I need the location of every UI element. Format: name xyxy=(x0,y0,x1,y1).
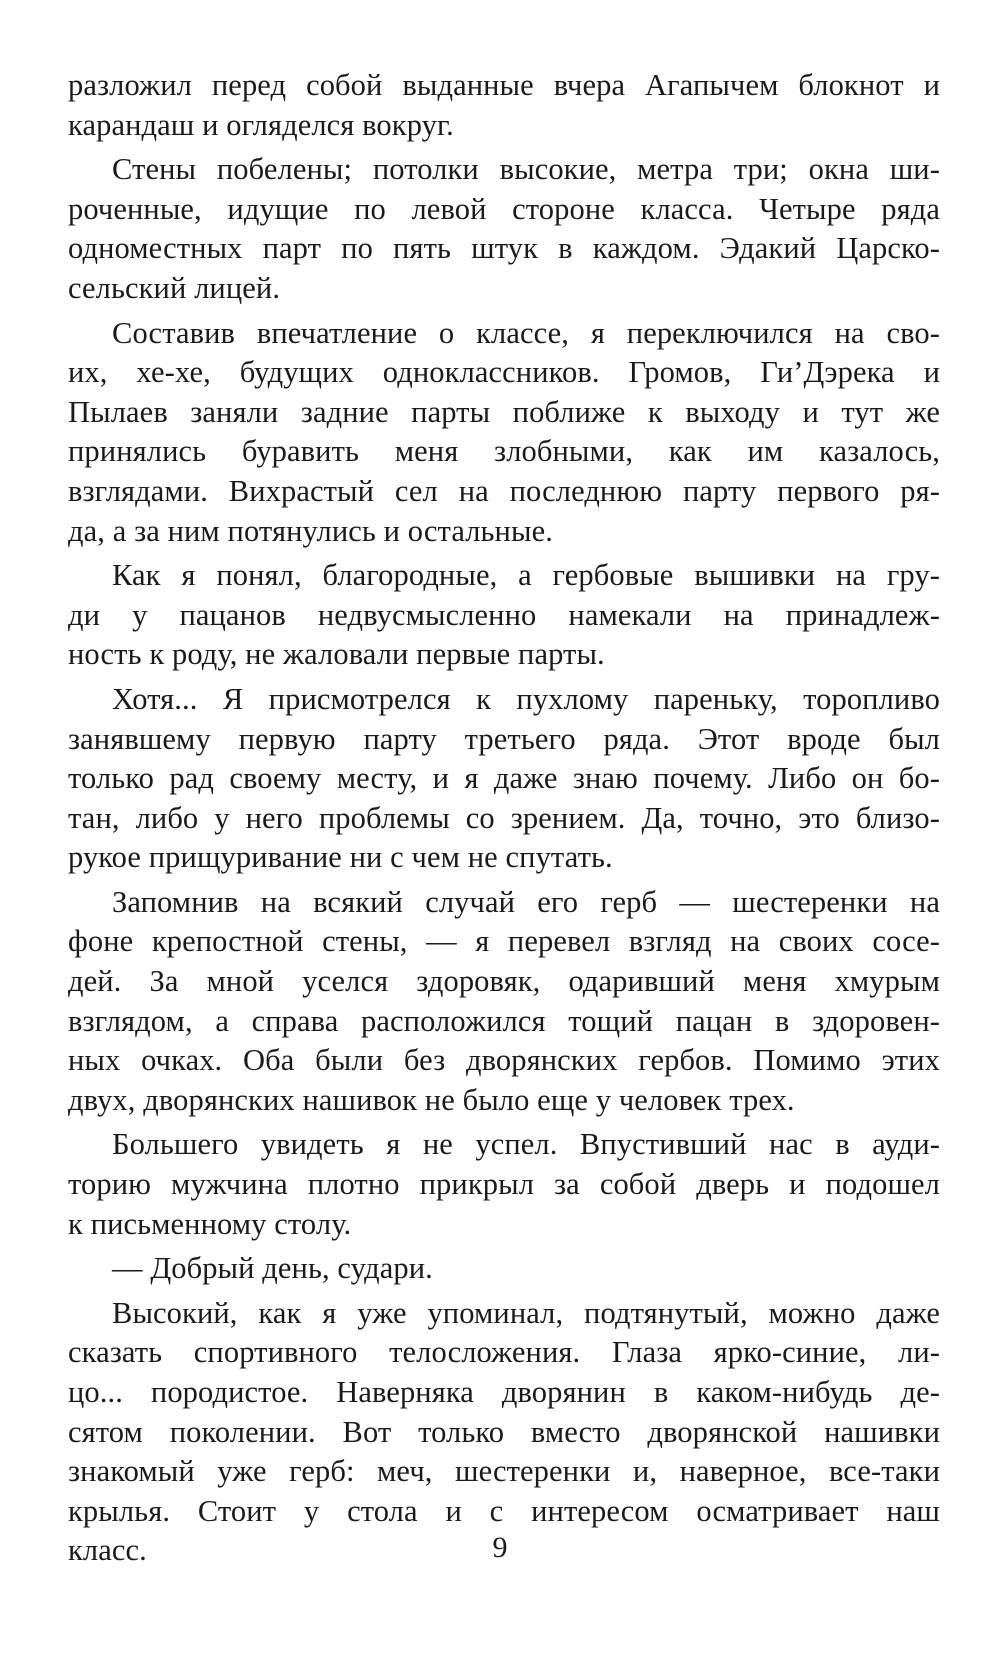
text-line: занявшему первую парту третьего ряда. Этот вроде был xyxy=(68,721,940,756)
text-line: взглядами. Вихрастый сел на последнюю парту первого ря- xyxy=(68,473,940,508)
text-line: Большего увидеть я не успел. Впустивший нас в ауди- xyxy=(112,1127,940,1162)
text-line: ность к роду, не жаловали первые парты. xyxy=(68,637,605,672)
text-line: да, а за ним потянулись и остальные. xyxy=(68,513,553,548)
paragraph xyxy=(68,314,940,552)
text-line: фоне крепостной стены, — я перевел взгляд на своих сосе- xyxy=(68,924,940,959)
text-line: взглядом, а справа расположился тощий пацан в здоровен- xyxy=(68,1003,940,1038)
text-line: торию мужчина плотно прикрыл за собой дверь и подошел xyxy=(68,1167,940,1202)
text-line: знакомый уже герб: меч, шестеренки и, наверное, все-таки xyxy=(68,1454,940,1489)
text-line: карандаш и огляделся вокруг. xyxy=(68,107,454,142)
paragraph xyxy=(68,1249,940,1289)
text-line: их, хе-хе, будущих одноклассников. Громов, Ги’Дэрека и xyxy=(68,355,940,390)
page-number: 9 xyxy=(492,1531,508,1564)
text-line: сельский лицей. xyxy=(68,270,281,305)
text-line: одноместных парт по пять штук в каждом. Эдакий Царско- xyxy=(68,231,940,266)
paragraph xyxy=(68,66,940,145)
text-line: Стены побелены; потолки высокие, метра три; окна ши- xyxy=(112,152,940,187)
text-line: двух, дворянских нашивок не было еще у человек трех. xyxy=(68,1082,795,1117)
text-line: Составив впечатление о классе, я переключился на сво- xyxy=(112,315,940,350)
paragraph xyxy=(68,556,940,675)
text-line: роченные, идущие по левой стороне класса. Четыре ряда xyxy=(68,191,940,226)
text-line: класс. xyxy=(68,1533,147,1568)
text-line: Высокий, как я уже упоминал, подтянутый, можно даже xyxy=(112,1295,940,1330)
text-line: тан, либо у него проблемы со зрением. Да, точно, это близо- xyxy=(68,800,940,835)
text-line: Хотя... Я присмотрелся к пухлому пареньку, торопливо xyxy=(112,681,940,716)
text-line: только рад своему месту, и я даже знаю почему. Либо он бо- xyxy=(68,761,940,796)
text-line: — Добрый день, судари. xyxy=(112,1251,433,1286)
text-line: Как я понял, благородные, а гербовые вышивки на гру- xyxy=(112,558,940,593)
paragraph xyxy=(68,1125,940,1244)
text-line: сятом поколении. Вот только вместо дворянской нашивки xyxy=(68,1414,940,1449)
paragraph xyxy=(68,883,940,1121)
paragraph xyxy=(68,150,940,308)
text-line: к письменному столу. xyxy=(68,1206,352,1241)
text-line: цо... породистое. Наверняка дворянин в каком-нибудь де- xyxy=(68,1375,940,1409)
text-line: рукое прищуривание ни с чем не спутать. xyxy=(68,840,613,875)
book-page-text xyxy=(68,66,940,1571)
paragraph xyxy=(68,680,940,878)
text-line: разложил перед собой выданные вчера Агапычем блокнот и xyxy=(68,68,940,102)
text-line: Пылаев заняли задние парты поближе к выходу и тут же xyxy=(68,394,940,429)
text-line: крылья. Стоит у стола и с интересом осматривает наш xyxy=(68,1493,940,1528)
text-line: Запомнив на всякий случай его герб — шестеренки на xyxy=(112,884,940,919)
text-line: принялись буравить меня злобными, как им казалось, xyxy=(68,434,940,469)
text-line: ди у пацанов недвусмысленно намекали на принадлеж- xyxy=(68,597,940,632)
text-line: дей. За мной уселся здоровяк, одаривший меня хмурым xyxy=(68,964,940,999)
text-line: сказать спортивного телосложения. Глаза ярко-синие, ли- xyxy=(68,1335,940,1370)
text-line: ных очках. Оба были без дворянских гербов. Помимо этих xyxy=(68,1043,940,1078)
